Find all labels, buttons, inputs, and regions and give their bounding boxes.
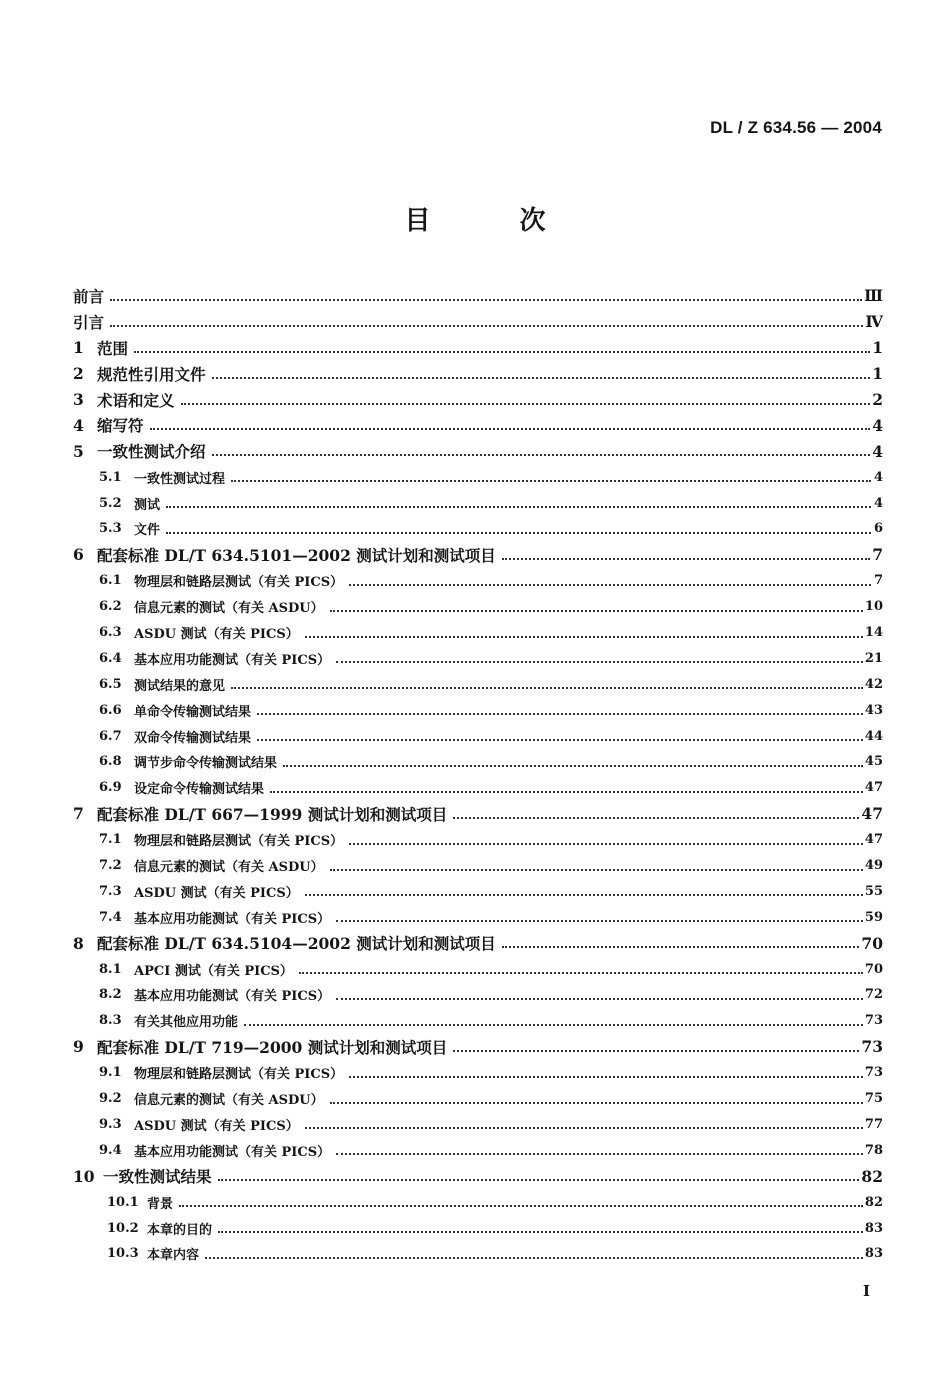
toc-entry-page: 73 <box>864 1013 883 1029</box>
toc-entry-label: 前言 <box>73 286 105 306</box>
dot-leader <box>453 817 859 819</box>
toc-entry-page: 4 <box>873 495 883 511</box>
toc-entry-number: 6.9 <box>99 780 122 796</box>
toc-subentry[interactable] <box>73 1060 883 1086</box>
toc-entry-page: 73 <box>864 1065 883 1081</box>
dot-leader <box>110 325 863 327</box>
dot-leader <box>212 377 871 379</box>
toc-entry-page: 55 <box>864 883 883 899</box>
toc-entry-label: 缩写符 <box>97 416 144 436</box>
toc-entry[interactable] <box>73 542 883 568</box>
dot-leader <box>179 1205 863 1207</box>
toc-subentry[interactable] <box>73 1241 883 1267</box>
dot-leader <box>330 1102 863 1104</box>
toc-entry-page: 82 <box>864 1194 883 1210</box>
toc-entry-number: 6.5 <box>99 676 122 692</box>
toc-entry-label: 物理层和链路层测试（有关 PICS） <box>134 575 344 591</box>
toc-subentry[interactable] <box>73 723 883 749</box>
toc-subentry[interactable] <box>73 490 883 516</box>
dot-leader <box>336 998 863 1000</box>
toc-entry-page: 70 <box>864 961 883 977</box>
toc-entry-page: 7 <box>873 573 883 589</box>
toc-subentry[interactable] <box>73 1086 883 1112</box>
dot-leader <box>330 610 863 612</box>
toc-entry-label: 信息元素的测试（有关 ASDU） <box>134 1093 324 1109</box>
dot-leader <box>110 299 862 301</box>
toc-entry-label: 一致性测试结果 <box>103 1167 212 1187</box>
toc-entry-label: 配套标准 DL/T 634.5101—2002 测试计划和测试项目 <box>97 545 496 565</box>
toc-subentry[interactable] <box>73 775 883 801</box>
toc-entry-label: 测试结果的意见 <box>134 678 226 694</box>
toc-entry-label: 本章的目的 <box>147 1222 213 1238</box>
toc-entry-number: 9 <box>73 1037 84 1057</box>
toc-entry-label: 调节步命令传输测试结果 <box>134 756 278 772</box>
toc-entry-label: ASDU 测试（有关 PICS） <box>134 627 299 643</box>
dot-leader <box>166 506 871 508</box>
toc-subentry[interactable] <box>73 827 883 853</box>
toc-entry-page: 1 <box>872 364 883 384</box>
toc-entry-label: 配套标准 DL/T 719—2000 测试计划和测试项目 <box>97 1037 448 1057</box>
toc-entry-label: ASDU 测试（有关 PICS） <box>134 885 299 901</box>
toc-entry-label: 基本应用功能测试（有关 PICS） <box>134 1144 331 1160</box>
toc-subentry[interactable] <box>73 956 883 982</box>
toc-entry-page: 44 <box>864 728 883 744</box>
toc-entry-label: 测试 <box>134 497 161 513</box>
toc-entry-number: 10 <box>73 1166 95 1186</box>
dot-leader <box>453 1050 859 1052</box>
toc-entry-label: 信息元素的测试（有关 ASDU） <box>134 860 324 876</box>
dot-leader <box>299 972 863 974</box>
toc-entry-label: ASDU 测试（有关 PICS） <box>134 1118 299 1134</box>
toc-entry[interactable] <box>73 438 883 464</box>
toc-entry-label: 背景 <box>147 1196 174 1212</box>
toc-subentry[interactable] <box>73 516 883 542</box>
toc-entry-label: 文件 <box>134 523 161 539</box>
toc-entry-number: 8.3 <box>99 1013 122 1029</box>
toc-entry-number: 10.3 <box>107 1246 139 1262</box>
toc-entry-page: 83 <box>864 1246 883 1262</box>
toc-entry-label: 物理层和链路层测试（有关 PICS） <box>134 1067 344 1083</box>
toc-entry-label: 范围 <box>97 338 129 358</box>
toc-entry-number: 5.1 <box>99 469 122 485</box>
toc-entry-number: 7.4 <box>99 909 122 925</box>
dot-leader <box>166 532 871 534</box>
toc-entry-number: 4 <box>73 415 84 435</box>
toc-entry-page: 75 <box>864 1091 883 1107</box>
dot-leader <box>349 584 871 586</box>
document-code: DL / Z 634.56 — 2004 <box>710 118 882 137</box>
page-number: I <box>862 1282 870 1300</box>
dot-leader <box>181 403 871 405</box>
toc-entry-page: 4 <box>872 415 883 435</box>
toc-entry-page: 59 <box>864 909 883 925</box>
toc-entry-label: 规范性引用文件 <box>97 364 206 384</box>
toc-entry-number: 10.1 <box>107 1194 139 1210</box>
toc-entry[interactable] <box>73 309 883 335</box>
toc-entry-number: 10.2 <box>107 1220 139 1236</box>
toc-entry-number: 5.3 <box>99 521 122 537</box>
dot-leader <box>257 713 863 715</box>
toc-subentry[interactable] <box>73 904 883 930</box>
toc-entry-number: 9.2 <box>99 1091 122 1107</box>
toc-entry-number: 6.4 <box>99 650 122 666</box>
toc-subentry[interactable] <box>73 1189 883 1215</box>
toc-entry-number: 8.1 <box>99 961 122 977</box>
toc-entry-label: APCI 测试（有关 PICS） <box>134 963 293 979</box>
toc-entry-number: 6.3 <box>99 625 122 641</box>
toc-entry-label: 基本应用功能测试（有关 PICS） <box>134 911 331 927</box>
toc-entry-label: 单命令传输测试结果 <box>134 704 252 720</box>
dot-leader <box>283 765 863 767</box>
toc-entry-number: 6.7 <box>99 728 122 744</box>
dot-leader <box>218 1231 863 1233</box>
toc-entry-number: 8 <box>73 933 84 953</box>
toc-entry-page: 2 <box>872 390 883 409</box>
toc-subentry[interactable] <box>73 645 883 671</box>
dot-leader <box>336 920 863 922</box>
toc-entry-page: 21 <box>864 650 883 666</box>
toc-entry-page: 70 <box>861 933 883 953</box>
toc-entry-page: 42 <box>864 676 883 692</box>
toc-entry-page: 6 <box>873 521 883 537</box>
toc-entry-number: 7.1 <box>99 832 122 848</box>
toc-entry-number: 7.3 <box>99 883 122 899</box>
toc-entry-page: 82 <box>861 1166 883 1186</box>
toc-entry-number: 9.4 <box>99 1142 122 1158</box>
toc-subentry[interactable] <box>73 878 883 904</box>
toc-entry[interactable] <box>73 412 883 438</box>
dot-leader <box>212 454 871 456</box>
toc-entry-page: Ⅳ <box>865 312 883 332</box>
dot-leader <box>150 428 871 430</box>
toc-entry-page: 4 <box>872 441 883 461</box>
toc-subentry[interactable] <box>73 594 883 620</box>
toc-subentry[interactable] <box>73 1137 883 1163</box>
toc-entry-page: 77 <box>864 1116 883 1132</box>
toc-entry[interactable] <box>73 1034 883 1060</box>
toc-entry-page: 14 <box>864 625 883 641</box>
toc-entry-number: 7 <box>73 804 84 824</box>
toc-subentry[interactable] <box>73 568 883 594</box>
toc-entry-label: 信息元素的测试（有关 ASDU） <box>134 601 324 617</box>
toc-subentry[interactable] <box>73 1112 883 1138</box>
toc-entry-label: 一致性测试过程 <box>134 471 226 487</box>
toc-entry-number: 6.2 <box>99 599 122 615</box>
toc-entry-page: 73 <box>861 1037 883 1057</box>
toc-entry-number: 6.6 <box>99 702 122 718</box>
toc-entry-number: 5.2 <box>99 495 122 511</box>
toc-entry[interactable] <box>73 1163 883 1189</box>
dot-leader <box>270 791 863 793</box>
toc-entry-page: 72 <box>864 987 883 1003</box>
toc-entry-label: 引言 <box>73 312 105 332</box>
toc-entry-page: 47 <box>861 804 883 824</box>
toc-entry-label: 双命令传输测试结果 <box>134 730 252 746</box>
dot-leader <box>231 480 871 482</box>
dot-leader <box>336 661 863 663</box>
toc-entry-page: 47 <box>864 780 883 796</box>
toc-subentry[interactable] <box>73 464 883 490</box>
dot-leader <box>305 636 863 638</box>
dot-leader <box>231 687 863 689</box>
toc-subentry[interactable] <box>73 749 883 775</box>
toc-entry-page: 83 <box>864 1220 883 1236</box>
toc-entry-label: 有关其他应用功能 <box>134 1015 239 1031</box>
toc-entry[interactable] <box>73 335 883 361</box>
toc-entry-page: 49 <box>864 858 883 874</box>
toc-entry-number: 6.8 <box>99 754 122 770</box>
toc-subentry[interactable] <box>73 1008 883 1034</box>
page-title: 目 次 <box>404 206 586 236</box>
toc-subentry[interactable] <box>73 982 883 1008</box>
toc-entry-label: 配套标准 DL/T 667—1999 测试计划和测试项目 <box>97 804 448 824</box>
toc-entry[interactable] <box>73 283 883 309</box>
toc-entry[interactable] <box>73 387 883 413</box>
dot-leader <box>244 1024 863 1026</box>
toc-entry-page: 78 <box>864 1142 883 1158</box>
toc-entry-number: 9.3 <box>99 1116 122 1132</box>
dot-leader <box>349 843 863 845</box>
toc-entry-number: 7.2 <box>99 858 122 874</box>
dot-leader <box>305 1127 863 1129</box>
toc-entry-page: 43 <box>864 702 883 718</box>
dot-leader <box>305 894 863 896</box>
toc-entry-label: 配套标准 DL/T 634.5104—2002 测试计划和测试项目 <box>97 934 496 954</box>
toc-subentry[interactable] <box>73 697 883 723</box>
toc-entry-page: 7 <box>872 545 883 565</box>
toc-entry-number: 5 <box>73 441 84 461</box>
dot-leader <box>502 558 870 560</box>
toc-entry-page: 4 <box>873 469 883 485</box>
dot-leader <box>349 1076 863 1078</box>
toc-entry-label: 基本应用功能测试（有关 PICS） <box>134 652 331 668</box>
toc-subentry[interactable] <box>73 671 883 697</box>
dot-leader <box>330 869 863 871</box>
toc-entry-number: 2 <box>73 364 84 384</box>
dot-leader <box>502 946 860 948</box>
toc-entry[interactable] <box>73 801 883 827</box>
toc-entry-label: 术语和定义 <box>97 390 175 410</box>
toc-entry-label: 物理层和链路层测试（有关 PICS） <box>134 834 344 850</box>
toc-entry[interactable] <box>73 930 883 956</box>
toc-subentry[interactable] <box>73 853 883 879</box>
dot-leader <box>257 739 863 741</box>
toc-entry-label: 基本应用功能测试（有关 PICS） <box>134 989 331 1005</box>
dot-leader <box>205 1257 863 1259</box>
toc-entry-label: 一致性测试介绍 <box>97 442 206 462</box>
toc-entry-number: 3 <box>73 390 84 409</box>
toc-entry-page: 10 <box>864 599 883 615</box>
toc-subentry[interactable] <box>73 620 883 646</box>
toc-entry-number: 6 <box>73 545 84 565</box>
toc-subentry[interactable] <box>73 1215 883 1241</box>
dot-leader <box>336 1153 863 1155</box>
toc-entry-page: 47 <box>864 832 883 848</box>
toc-entry-page: Ⅲ <box>864 286 883 306</box>
toc-entry-page: 1 <box>872 338 883 358</box>
toc-entry-number: 9.1 <box>99 1065 122 1081</box>
toc-entry-number: 8.2 <box>99 987 122 1003</box>
toc-entry-number: 6.1 <box>99 573 122 589</box>
dot-leader <box>134 351 870 353</box>
toc-entry[interactable] <box>73 361 883 387</box>
table-of-contents <box>73 283 883 1267</box>
toc-entry-label: 本章内容 <box>147 1248 200 1264</box>
dot-leader <box>218 1179 860 1181</box>
toc-entry-number: 1 <box>73 338 84 358</box>
toc-entry-label: 设定命令传输测试结果 <box>134 782 265 798</box>
toc-entry-page: 45 <box>864 754 883 770</box>
